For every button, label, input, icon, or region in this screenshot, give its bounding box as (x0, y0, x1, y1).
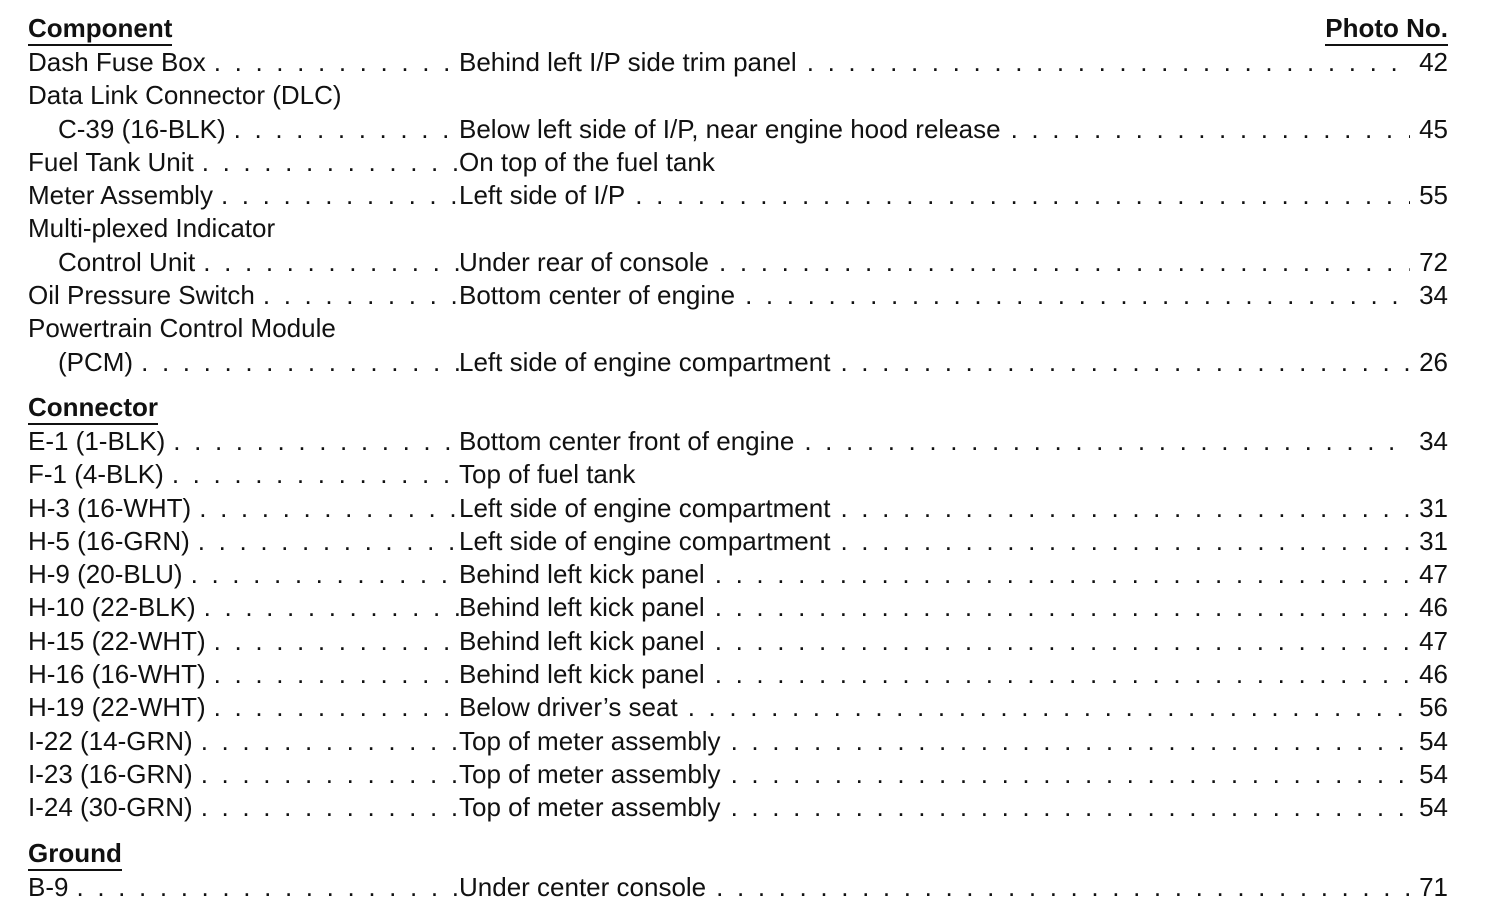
item-name: E-1 (1-BLK) (28, 425, 166, 456)
item-location-cell (459, 725, 1448, 758)
leader-dots (840, 525, 1410, 558)
table-row (28, 179, 1448, 212)
leader-dots (198, 525, 459, 558)
leader-dots (203, 246, 459, 279)
leader-dots (214, 691, 459, 724)
item-location: Behind left kick panel (459, 559, 705, 590)
item-location-cell (459, 758, 1448, 791)
item-location-cell (459, 346, 1448, 379)
item-name-cell (28, 212, 459, 279)
item-name-continuation: (PCM) (58, 346, 134, 377)
item-name: I-23 (16-GRN) (28, 758, 193, 789)
table-row (28, 691, 1448, 724)
leader-dots (214, 625, 459, 658)
leader-dots (199, 492, 459, 525)
item-location-cell (459, 458, 1448, 491)
item-location: Top of fuel tank (459, 459, 636, 490)
item-location: Left side of engine compartment (459, 525, 831, 556)
photo-number: 71 (1419, 871, 1448, 902)
item-location-cell (459, 46, 1448, 79)
connector-header-row (28, 389, 1448, 425)
leader-dots (745, 279, 1410, 312)
table-row (28, 558, 1448, 591)
item-location-cell (459, 246, 1448, 279)
item-name-line (28, 425, 459, 458)
item-location-cell (459, 492, 1448, 525)
item-location: Below driver’s seat (459, 692, 678, 723)
item-name: H-5 (16-GRN) (28, 525, 190, 556)
item-name: Fuel Tank Unit (28, 146, 194, 177)
item-location-cell (459, 591, 1448, 624)
item-name-line (28, 871, 459, 904)
table-row (28, 492, 1448, 525)
photo-number: 47 (1419, 559, 1448, 590)
item-location-cell (459, 525, 1448, 558)
photo-number-heading: Photo No. (1325, 13, 1448, 46)
item-name: F-1 (4-BLK) (28, 459, 164, 490)
photo-number: 42 (1419, 47, 1448, 77)
item-name-line (28, 46, 459, 79)
connector-section (28, 389, 1448, 825)
item-location: On top of the fuel tank (459, 146, 715, 177)
leader-dots (731, 758, 1410, 791)
ground-rows (28, 871, 1448, 904)
item-name-line (28, 212, 459, 245)
photo-number: 72 (1419, 246, 1448, 277)
leader-dots (719, 246, 1410, 279)
leader-dots (715, 658, 1410, 691)
item-name-continuation: Control Unit (58, 246, 196, 277)
item-name-continuation-line (28, 346, 459, 379)
leader-dots (221, 179, 459, 212)
item-name-line (28, 691, 459, 724)
leader-dots (715, 591, 1410, 624)
leader-dots (715, 625, 1410, 658)
item-name-line (28, 525, 459, 558)
photo-number: 54 (1419, 792, 1448, 823)
item-name-line (28, 179, 459, 212)
item-name: H-19 (22-WHT) (28, 692, 206, 723)
item-location: Under center console (459, 871, 707, 902)
photo-number: 46 (1419, 659, 1448, 690)
leader-dots (173, 425, 459, 458)
item-name-cell (28, 179, 459, 212)
table-row (28, 791, 1448, 824)
leader-dots (263, 279, 459, 312)
item-location-cell (459, 146, 1448, 179)
item-name-cell (28, 492, 459, 525)
item-location: Behind left kick panel (459, 592, 705, 623)
item-name: H-3 (16-WHT) (28, 492, 192, 523)
component-section (28, 10, 1448, 379)
item-name-line (28, 658, 459, 691)
item-location-cell (459, 179, 1448, 212)
photo-number: 34 (1419, 425, 1448, 456)
item-location-cell (459, 558, 1448, 591)
table-row (28, 279, 1448, 312)
leader-dots (201, 725, 459, 758)
table-row (28, 312, 1448, 379)
item-name-line (28, 791, 459, 824)
item-name-continuation-line (28, 246, 459, 279)
ground-header-row (28, 835, 1448, 871)
item-name-continuation: C-39 (16-BLK) (58, 113, 226, 144)
table-row (28, 871, 1448, 904)
leader-dots (201, 791, 459, 824)
item-name-cell (28, 658, 459, 691)
photo-number: 46 (1419, 592, 1448, 623)
item-location-cell (459, 113, 1448, 146)
item-name: Meter Assembly (28, 180, 213, 211)
item-location-cell (459, 425, 1448, 458)
item-name-cell (28, 279, 459, 312)
leader-dots (141, 346, 459, 379)
item-name-line (28, 725, 459, 758)
leader-dots (202, 146, 459, 179)
photo-number: 34 (1419, 280, 1448, 311)
item-name-line (28, 79, 459, 112)
leader-dots (716, 871, 1410, 904)
item-name-line (28, 625, 459, 658)
photo-number: 31 (1419, 525, 1448, 556)
item-name: B-9 (28, 871, 69, 902)
item-name: I-24 (30-GRN) (28, 792, 193, 823)
item-name-line (28, 458, 459, 491)
photo-number: 54 (1419, 758, 1448, 789)
item-location-cell (459, 691, 1448, 724)
table-row (28, 79, 1448, 146)
item-name-line (28, 312, 459, 345)
item-name-cell (28, 79, 459, 146)
table-row (28, 425, 1448, 458)
item-location: Top of meter assembly (459, 792, 721, 823)
table-row (28, 46, 1448, 79)
item-name: H-10 (22-BLK) (28, 592, 196, 623)
item-name: Powertrain Control Module (28, 313, 336, 344)
leader-dots (635, 179, 1410, 212)
item-name-cell (28, 46, 459, 79)
connector-heading: Connector (28, 392, 158, 425)
item-name: H-16 (16-WHT) (28, 659, 206, 690)
photo-number: 55 (1419, 180, 1448, 211)
component-rows (28, 46, 1448, 379)
connector-rows (28, 425, 1448, 825)
leader-dots (804, 425, 1410, 458)
item-name: Multi-plexed Indicator (28, 213, 276, 244)
item-location: Behind left I/P side trim panel (459, 47, 797, 77)
leader-dots (731, 791, 1410, 824)
table-row (28, 146, 1448, 179)
item-name-cell (28, 791, 459, 824)
item-name: I-22 (14-GRN) (28, 725, 193, 756)
item-name-cell (28, 525, 459, 558)
item-name-line (28, 492, 459, 525)
photo-number: 45 (1419, 113, 1448, 144)
item-name: H-9 (20-BLU) (28, 559, 183, 590)
item-location: Behind left kick panel (459, 659, 705, 690)
component-heading: Component (28, 13, 172, 46)
item-location: Below left side of I/P, near engine hood release (459, 113, 1001, 144)
leader-dots (76, 871, 459, 904)
leader-dots (688, 691, 1410, 724)
item-name-cell (28, 458, 459, 491)
item-name-cell (28, 691, 459, 724)
leader-dots (840, 492, 1410, 525)
item-name-line (28, 279, 459, 312)
item-name-cell (28, 591, 459, 624)
item-location: Left side of engine compartment (459, 492, 831, 523)
photo-number: 26 (1419, 346, 1448, 377)
item-name: Dash Fuse Box (28, 47, 206, 77)
item-location-cell (459, 791, 1448, 824)
photo-number: 54 (1419, 725, 1448, 756)
table-row (28, 725, 1448, 758)
photo-number: 56 (1419, 692, 1448, 723)
leader-dots (191, 558, 459, 591)
table-row (28, 212, 1448, 279)
item-location: Top of meter assembly (459, 725, 721, 756)
item-name-cell (28, 146, 459, 179)
item-name: Oil Pressure Switch (28, 280, 255, 311)
item-location-cell (459, 871, 1448, 904)
item-name-line (28, 558, 459, 591)
table-row (28, 625, 1448, 658)
item-location: Left side of I/P (459, 180, 626, 211)
item-name-continuation-line (28, 113, 459, 146)
ground-heading: Ground (28, 838, 122, 871)
item-location: Left side of engine compartment (459, 346, 831, 377)
item-name-line (28, 146, 459, 179)
item-location: Bottom center front of engine (459, 425, 795, 456)
item-name-cell (28, 625, 459, 658)
item-location: Top of meter assembly (459, 758, 721, 789)
leader-dots (1011, 113, 1410, 146)
leader-dots (840, 346, 1410, 379)
item-name-line (28, 591, 459, 624)
item-location: Bottom center of engine (459, 280, 736, 311)
item-location-cell (459, 625, 1448, 658)
item-name-cell (28, 758, 459, 791)
leader-dots (214, 46, 459, 79)
leader-dots (807, 46, 1410, 79)
item-name-line (28, 758, 459, 791)
photo-number: 47 (1419, 625, 1448, 656)
table-row (28, 458, 1448, 491)
leader-dots (201, 758, 459, 791)
table-row (28, 591, 1448, 624)
leader-dots (204, 591, 459, 624)
item-location-cell (459, 279, 1448, 312)
leader-dots (234, 113, 459, 146)
photo-number: 31 (1419, 492, 1448, 523)
table-row (28, 525, 1448, 558)
leader-dots (214, 658, 459, 691)
item-name: H-15 (22-WHT) (28, 625, 206, 656)
item-location: Under rear of console (459, 246, 710, 277)
header-row (28, 10, 1448, 46)
item-name-cell (28, 725, 459, 758)
item-name: Data Link Connector (DLC) (28, 80, 342, 111)
item-name-cell (28, 312, 459, 379)
leader-dots (172, 458, 459, 491)
ground-section (28, 835, 1448, 904)
component-location-index (28, 10, 1448, 904)
item-name-cell (28, 425, 459, 458)
item-name-cell (28, 871, 459, 904)
table-row (28, 758, 1448, 791)
item-location: Behind left kick panel (459, 625, 705, 656)
leader-dots (731, 725, 1410, 758)
item-location-cell (459, 658, 1448, 691)
leader-dots (715, 558, 1410, 591)
table-row (28, 658, 1448, 691)
item-name-cell (28, 558, 459, 591)
